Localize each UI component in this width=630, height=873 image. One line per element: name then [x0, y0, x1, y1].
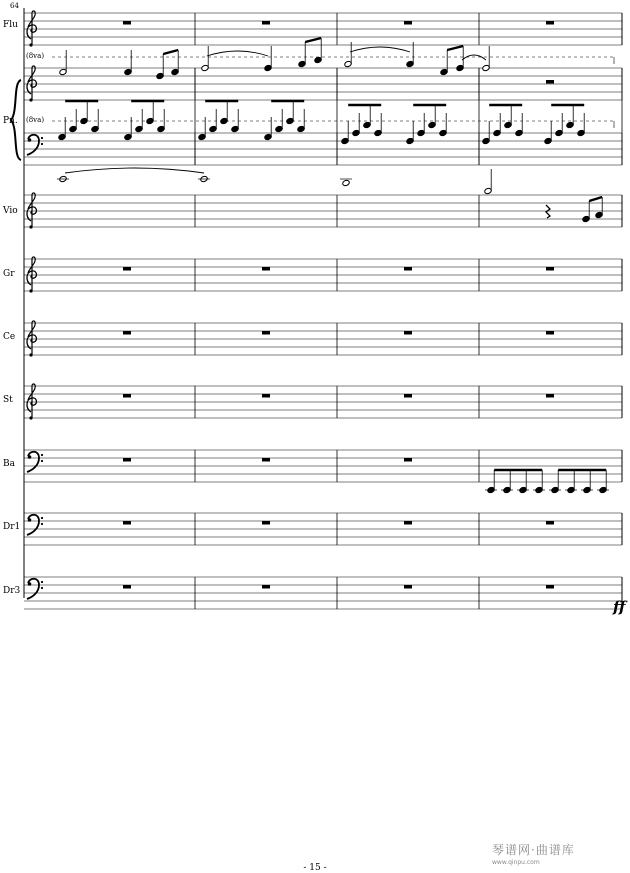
- measure-rest: [123, 521, 131, 525]
- measure-rest: [546, 394, 554, 398]
- measure-rest: [546, 521, 554, 525]
- measure-rest: [262, 394, 270, 398]
- tie-slur: [207, 51, 268, 56]
- svg-text:(8va): (8va): [26, 116, 45, 124]
- ottava-bass: [26, 116, 614, 128]
- tie-slur: [462, 55, 486, 60]
- measure-rest: [546, 21, 554, 25]
- staff-cello: [24, 321, 622, 357]
- measure-rest: [123, 458, 131, 462]
- watermark-title: 琴谱网·曲谱库: [492, 843, 575, 857]
- staff-label-violin: Vio: [3, 206, 18, 216]
- tie-slur: [350, 47, 410, 52]
- measure-rest: [404, 585, 412, 589]
- staff-label-drum1: Dr1: [3, 522, 21, 532]
- measure-rest: [404, 267, 412, 271]
- staff-label-strings: St: [3, 395, 13, 405]
- staff-violin: [24, 193, 622, 229]
- bass-clef: [27, 579, 43, 599]
- bass-clef: [27, 515, 43, 535]
- staff-label-bass: Ba: [3, 459, 15, 469]
- staff-flute: [24, 11, 622, 47]
- staff-layer: [24, 11, 622, 609]
- staff-pianoL: [24, 133, 622, 165]
- note-head: [342, 179, 350, 186]
- staff-pianoR: [24, 66, 622, 102]
- staff-label-drum3: Dr3: [3, 586, 21, 596]
- measure-rest: [123, 21, 131, 25]
- measure-rest: [262, 21, 270, 25]
- measure-rest: [123, 267, 131, 271]
- measure-rest: [262, 458, 270, 462]
- measure-rest: [546, 331, 554, 335]
- staff-strings: [24, 384, 622, 420]
- measure-rest: [123, 394, 131, 398]
- half-rest: [546, 80, 554, 84]
- measure-number: 64: [10, 2, 19, 10]
- staff-label-piano: Pn.: [3, 116, 18, 126]
- staff-label-guitar: Gr: [3, 269, 15, 279]
- measure-rest: [546, 267, 554, 271]
- page-number: - 15 -: [303, 863, 327, 873]
- dynamic-marking: ff: [613, 598, 626, 616]
- svg-text:(8va): (8va): [26, 52, 45, 60]
- note-layer: [57, 21, 609, 589]
- staff-drum3: [24, 577, 622, 609]
- measure-rest: [262, 521, 270, 525]
- note-beam: [589, 197, 602, 201]
- measure-rest: [262, 585, 270, 589]
- measure-rest: [404, 458, 412, 462]
- bass-clef: [27, 135, 43, 155]
- note-beam: [447, 46, 463, 50]
- measure-rest: [404, 394, 412, 398]
- note-beam: [305, 38, 321, 42]
- measure-rest: [262, 267, 270, 271]
- staff-bass: [24, 450, 622, 482]
- measure-rest: [262, 331, 270, 335]
- staff-guitar: [24, 257, 622, 293]
- note-beam: [163, 50, 178, 54]
- measure-rest: [404, 521, 412, 525]
- bass-clef: [27, 452, 43, 472]
- watermark: [492, 841, 622, 866]
- measure-rest: [123, 331, 131, 335]
- measure-rest: [404, 21, 412, 25]
- measure-rest: [404, 331, 412, 335]
- measure-rest: [546, 585, 554, 589]
- measure-rest: [123, 585, 131, 589]
- quarter-rest: [546, 205, 550, 218]
- staff-label-flute: Flu: [3, 20, 18, 30]
- staff-drum1: [24, 513, 622, 545]
- watermark-url: www.qinpu.com: [492, 859, 540, 866]
- staff-label-cello: Ce: [3, 332, 16, 342]
- tie-slur: [65, 168, 204, 173]
